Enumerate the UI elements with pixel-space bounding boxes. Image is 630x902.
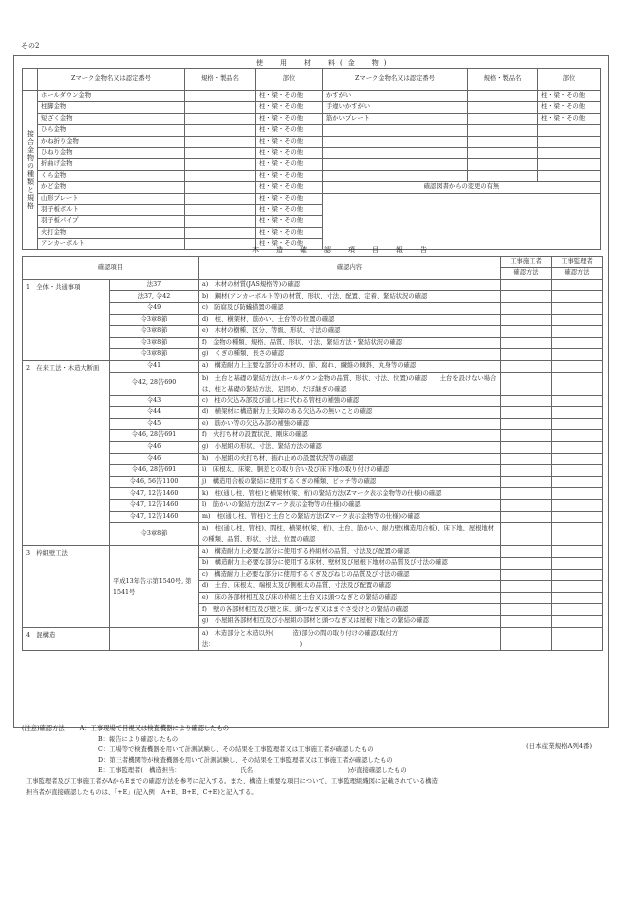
fitting-name[interactable]: 短ざく金物 [38,113,185,124]
fitting-name[interactable]: ひら金物 [38,125,185,136]
fitting-name[interactable]: かね折り金物 [38,136,185,147]
contractor-method[interactable] [501,546,552,558]
header-method-contractor: 確認方法 [501,268,552,279]
section-name: 4 混構造 [23,627,110,650]
report-row [23,465,603,477]
check-content: a) 木材の材質(JAS規格等)の確認 [199,279,501,291]
supervisor-method[interactable] [552,627,603,650]
fitting-part-right[interactable] [538,159,601,170]
supervisor-method[interactable] [552,360,603,372]
contractor-method[interactable] [501,302,552,314]
contractor-method[interactable] [501,523,552,546]
fitting-part[interactable]: 柱・梁・その他 [256,136,323,147]
fitting-name-right[interactable]: かすがい [323,91,468,102]
note-d: D：第三者機関等が検査機器を用いて計測試験し、その結果を工事監理者又は工事施工者が確認したもの [98,756,393,764]
law-ref: 令46, 28告691 [110,430,199,442]
contractor-method[interactable] [501,418,552,430]
law-ref: 令3章8節 [110,326,199,338]
fitting-part[interactable]: 柱・梁・その他 [256,102,323,113]
note-a: A：工事現場で目視又は検査機器により確認したもの [79,725,230,732]
supervisor-method[interactable] [552,476,603,488]
header-part: 部位 [256,69,323,91]
fitting-name[interactable]: 折曲げ金物 [38,159,185,170]
fitting-spec[interactable] [185,170,256,181]
fitting-part[interactable]: 柱・梁・その他 [256,204,323,215]
fitting-spec-right[interactable] [468,102,538,113]
supervisor-method[interactable] [552,291,603,303]
report-row [23,511,603,523]
check-content: e) 木材の樹種、区分、等級、形状、寸法の確認 [199,326,501,338]
report-row [23,314,603,326]
report-row [23,430,603,442]
law-ref: 令3章8節 [110,314,199,326]
fitting-name[interactable]: ホールダウン金物 [38,91,185,102]
material-row [23,193,601,204]
fitting-spec[interactable] [185,182,256,193]
report-row [23,488,603,500]
fitting-name[interactable]: 山形プレート [38,193,185,204]
check-content: b) 土台と基礎の緊結方法(ホールダウン金物の品質、形状、寸法、位置)の確認 土台を設けない場合は、柱と基礎の緊結方法、足固め、だぼ継ぎの確認 [199,372,501,395]
fitting-spec[interactable] [185,136,256,147]
notes-footer-1: 工事監理者及び工事施工者がAからEまでの確認方法を参考に記入する。また、構造上重要な項目について、工事監理組織図に記載されている構造 [26,777,438,785]
contractor-method[interactable] [501,326,552,338]
report-row [23,523,603,546]
fitting-name-right[interactable] [323,125,468,136]
contractor-method[interactable] [501,430,552,442]
report-row [23,279,603,291]
report-row [23,302,603,314]
fitting-spec[interactable] [185,227,256,238]
contractor-method[interactable] [501,616,552,628]
fitting-spec-right[interactable] [468,159,538,170]
supervisor-method[interactable] [552,337,603,349]
page-label: その2 [21,42,40,50]
check-content: g) くぎの種類、長さの確認 [199,349,501,361]
check-content: a) 構造耐力上必要な部分に使用する枠組材の品質、寸法及び配置の確認 [199,546,501,558]
supervisor-method[interactable] [552,488,603,500]
law-ref: 令42, 28告690 [110,372,199,395]
law-ref: 令41 [110,360,199,372]
fitting-name[interactable]: くら金物 [38,170,185,181]
fitting-part-right[interactable]: 柱・梁・その他 [538,113,601,124]
supervisor-method[interactable] [552,349,603,361]
fitting-name[interactable]: 羽子板パイプ [38,216,185,227]
notes [22,724,612,798]
fitting-name-right[interactable] [323,136,468,147]
contractor-method[interactable] [501,627,552,650]
fitting-name-right[interactable]: 手違いかすがい [323,102,468,113]
contractor-method[interactable] [501,488,552,500]
law-ref: 令49 [110,302,199,314]
report-row [23,326,603,338]
note-c: C：工場等で検査機器を用いて計測試験し、その結果を工事監理者又は工事施工者が確認したもの [98,746,374,754]
contractor-method[interactable] [501,441,552,453]
check-content: d) 土台、床根太、端根太及び側根太の品質、寸法及び配置の確認 [199,581,501,593]
contractor-method[interactable] [501,511,552,523]
fitting-spec[interactable] [185,193,256,204]
check-content: i) 床根太、床梁、胴差との取り合い及び床下地の取り付けの確認 [199,465,501,477]
contractor-method[interactable] [501,453,552,465]
check-content: l) 筋かいの緊結方法(Zマーク表示金物等の仕様)の確認 [199,500,501,512]
contractor-method[interactable] [501,337,552,349]
report-table [22,256,603,651]
header-zmark: Zマーク金物名又は認定番号 [38,69,185,91]
supervisor-method[interactable] [552,279,603,291]
supervisor-method[interactable] [552,418,603,430]
fitting-spec[interactable] [185,102,256,113]
report-row [23,546,603,558]
check-content: f) 壁の各部材相互及び壁と床、頭つなぎ又はまぐさ受けとの緊結の確認 [199,604,501,616]
check-content: j) 構造用合板の緊結に使用するくぎの種類、ピッチ等の確認 [199,476,501,488]
materials-title: 使 用 材 料(金 物) [256,59,392,67]
report-row [23,337,603,349]
check-content: g) 小屋組各部材相互及び小屋組の部材と頭つなぎ又は屋根下地との緊結の確認 [199,616,501,628]
law-ref: 令46 [110,453,199,465]
fitting-name[interactable]: 柱脚金物 [38,102,185,113]
supervisor-method[interactable] [552,302,603,314]
check-content: b) 鋼材(アンカーボルト等)の材質、形状、寸法、配置、定着、緊結状況の確認 [199,291,501,303]
fitting-spec[interactable] [185,239,256,250]
change-field[interactable] [323,193,601,250]
section-law: 平成13年告示第1540号, 第1541号 [110,546,199,627]
supervisor-method[interactable] [552,465,603,477]
section-law [110,627,199,650]
check-content: a) 構造耐力上主要な部分の木材の、節、腐れ、繊維の傾斜、丸身等の確認 [199,360,501,372]
report-row [23,349,603,361]
law-ref: 令45 [110,418,199,430]
contractor-method[interactable] [501,558,552,570]
fitting-spec[interactable] [185,125,256,136]
material-row [23,91,601,102]
law-ref: 令46, 56告1100 [110,476,199,488]
fitting-spec[interactable] [185,159,256,170]
change-label: 確認図書からの変更の有無 [323,182,601,193]
fitting-part-right[interactable] [538,136,601,147]
fitting-part[interactable]: 柱・梁・その他 [256,170,323,181]
material-row [23,147,601,158]
material-row [23,102,601,113]
contractor-method[interactable] [501,500,552,512]
contractor-method[interactable] [501,592,552,604]
report-row [23,500,603,512]
law-ref: 令3章8節 [110,523,199,546]
contractor-method[interactable] [501,314,552,326]
contractor-method[interactable] [501,581,552,593]
law-ref: 令46, 28告691 [110,465,199,477]
contractor-method[interactable] [501,279,552,291]
check-content: g) 小屋組の形状、寸法、緊結方法の確認 [199,441,501,453]
contractor-method[interactable] [501,395,552,407]
supervisor-method[interactable] [552,511,603,523]
contractor-method[interactable] [501,476,552,488]
fitting-spec-right[interactable] [468,113,538,124]
section-name: 2 在来工法・木造大断面 [23,360,110,546]
header-item: 確認項目 [23,257,199,280]
materials-table [22,68,601,250]
supervisor-method[interactable] [552,546,603,558]
fitting-part[interactable]: 柱・梁・その他 [256,125,323,136]
fitting-spec-right[interactable] [468,91,538,102]
check-content: f) 金物の種類、規格、品質、形状、寸法、緊結方法・緊結状況の確認 [199,337,501,349]
fitting-spec-right[interactable] [468,136,538,147]
material-row [23,113,601,124]
fitting-part[interactable]: 柱・梁・その他 [256,239,323,250]
check-content: h) 小屋組の火打ち材、振れ止めの設置状況等の確認 [199,453,501,465]
supervisor-method[interactable] [552,326,603,338]
materials-spacer [23,69,38,91]
supervisor-method[interactable] [552,604,603,616]
supervisor-method[interactable] [552,569,603,581]
fitting-part-right[interactable]: 柱・梁・その他 [538,91,601,102]
contractor-method[interactable] [501,407,552,419]
supervisor-method[interactable] [552,314,603,326]
fitting-name[interactable]: ひねり金物 [38,147,185,158]
fitting-name[interactable]: 火打金物 [38,227,185,238]
check-content: n) 柱(通し柱、管柱)、間柱、横架材(梁、桁)、土台、筋かい、耐力壁(構造用合板)、床下地、屋根地材の種類、品質、形状、寸法、位置の確認 [199,523,501,546]
fitting-part[interactable]: 柱・梁・その他 [256,216,323,227]
check-content: d) 横架材に構造耐力上支障のある欠込みの無いことの確認 [199,407,501,419]
material-row [23,136,601,147]
supervisor-method[interactable] [552,453,603,465]
check-content: b) 構造耐力上必要な部分に使用する床材、壁材及び屋根下地材の品質及び寸法の確認 [199,558,501,570]
supervisor-method[interactable] [552,592,603,604]
law-ref: 法37, 令42 [110,291,199,303]
supervisor-method[interactable] [552,523,603,546]
supervisor-method[interactable] [552,558,603,570]
header-contractor: 工事施工者 [501,257,552,268]
header-zmark-2: Zマーク金物名又は認定番号 [323,69,468,91]
law-ref: 令44 [110,407,199,419]
supervisor-method[interactable] [552,430,603,442]
contractor-method[interactable] [501,604,552,616]
report-row [23,372,603,395]
law-ref: 令43 [110,395,199,407]
supervisor-method[interactable] [552,372,603,395]
fitting-spec[interactable] [185,113,256,124]
contractor-method[interactable] [501,372,552,395]
standard-label: (日本産業規格A列4番) [526,742,592,750]
fitting-part[interactable]: 柱・梁・その他 [256,147,323,158]
check-content: c) 防腐及び防蟻措置の確認 [199,302,501,314]
fitting-part[interactable]: 柱・梁・その他 [256,113,323,124]
check-content: e) 床の各部材相互及び床の枠組と土台又は頭つなぎとの緊結の確認 [199,592,501,604]
fitting-spec-right[interactable] [468,147,538,158]
check-content: d) 柱、横架材、筋かい、土台等の位置の確認 [199,314,501,326]
check-content: m) 柱(通し柱、管柱)と土台との緊結方法(Zマーク表示金物等の仕様)の確認 [199,511,501,523]
report-row [23,627,603,650]
fitting-spec-right[interactable] [468,125,538,136]
report-row [23,291,603,303]
header-part-2: 部位 [538,69,601,91]
contractor-method[interactable] [501,349,552,361]
law-ref: 令3章8節 [110,349,199,361]
contractor-method[interactable] [501,360,552,372]
supervisor-method[interactable] [552,395,603,407]
header-spec: 規格・製品名 [185,69,256,91]
law-ref: 法37 [110,279,199,291]
fitting-part-right[interactable] [538,170,601,181]
fitting-name[interactable]: かど金物 [38,182,185,193]
report-row [23,453,603,465]
check-content: f) 火打ち材の設置状況、剛床の確認 [199,430,501,442]
header-method-supervisor: 確認方法 [552,268,603,279]
report-row [23,418,603,430]
report-title: 木 造 確 認 項 目 報 告 [252,246,432,254]
fitting-name-right[interactable] [323,159,468,170]
fitting-part[interactable]: 柱・梁・その他 [256,193,323,204]
law-ref: 令46 [110,441,199,453]
supervisor-method[interactable] [552,616,603,628]
material-row [23,170,601,181]
fitting-name-right[interactable]: 筋かいプレート [323,113,468,124]
report-row [23,476,603,488]
supervisor-method[interactable] [552,581,603,593]
report-row [23,395,603,407]
fitting-part[interactable]: 柱・梁・その他 [256,227,323,238]
law-ref: 令47, 12告1460 [110,500,199,512]
notes-label: (注意)確認方法 [22,725,65,732]
header-content: 確認内容 [199,257,501,280]
header-supervisor: 工事監理者 [552,257,603,268]
check-content: c) 構造耐力上必要な部分に使用するくぎ及びねじの品質及び寸法の確認 [199,569,501,581]
law-ref: 令3章8節 [110,337,199,349]
check-content: c) 柱の欠込み部及び通し柱に代わる管柱の補強の確認 [199,395,501,407]
fitting-part-right[interactable]: 柱・梁・その他 [538,102,601,113]
fitting-part-right[interactable] [538,125,601,136]
fitting-type-label: 接合金物の種類と規格 [23,91,38,250]
note-b: B：報告により確認したもの [98,735,179,743]
fitting-part-right[interactable] [538,147,601,158]
check-content: k) 柱(通し柱、管柱)と横架材(梁、桁)の緊結方法(Zマーク表示金物等の仕様)の確認 [199,488,501,500]
contractor-method[interactable] [501,465,552,477]
law-ref: 令47, 12告1460 [110,488,199,500]
contractor-method[interactable] [501,569,552,581]
check-content: e) 筋かい等の欠込み部の補強の確認 [199,418,501,430]
fitting-part[interactable]: 柱・梁・その他 [256,91,323,102]
section-name: 1 全体・共通事項 [23,279,110,360]
fitting-spec[interactable] [185,91,256,102]
fitting-spec[interactable] [185,147,256,158]
report-row [23,360,603,372]
check-content: a) 木造部分と木造以外( 造)部分の間の取り付けの確認(取付方法： ) [199,627,501,650]
notes-footer-2: 担当者が直接確認したものは、「+E」(記入例 A+E、B+E、C+E)と記入する。 [26,788,258,796]
report-row [23,407,603,419]
material-row [23,159,601,170]
fitting-name[interactable]: 羽子板ボルト [38,204,185,215]
fitting-part[interactable]: 柱・梁・その他 [256,182,323,193]
fitting-name-right[interactable] [323,147,468,158]
fitting-spec[interactable] [185,204,256,215]
fitting-name[interactable]: アンカーボルト [38,239,185,250]
material-row [23,182,601,193]
law-ref: 令47, 12告1460 [110,511,199,523]
supervisor-method[interactable] [552,407,603,419]
report-row [23,441,603,453]
fitting-spec-right[interactable] [468,170,538,181]
section-name: 3 枠組壁工法 [23,546,110,627]
fitting-spec[interactable] [185,216,256,227]
material-row [23,125,601,136]
fitting-part[interactable]: 柱・梁・その他 [256,159,323,170]
note-e: E：工事監理者( 構造担当： 氏名 )が直接確認したもの [98,767,407,775]
contractor-method[interactable] [501,291,552,303]
header-spec-2: 規格・製品名 [468,69,538,91]
fitting-name-right[interactable] [323,170,468,181]
supervisor-method[interactable] [552,441,603,453]
supervisor-method[interactable] [552,500,603,512]
